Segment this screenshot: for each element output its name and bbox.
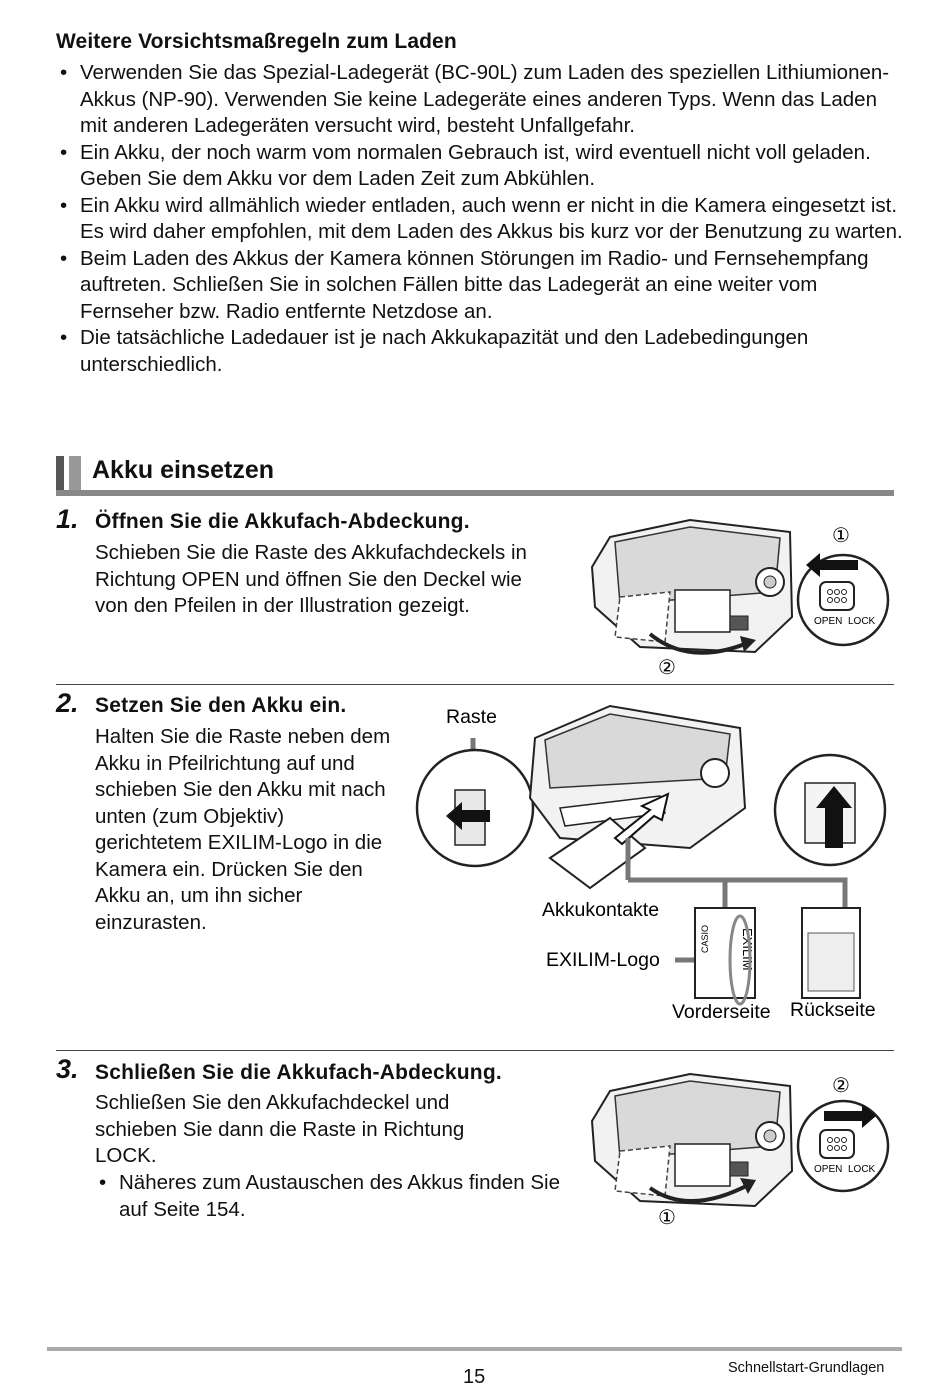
marker-2: ②	[832, 1075, 850, 1097]
section-rule	[56, 490, 894, 496]
step-1-number: 1.	[56, 504, 79, 534]
step-3-title: Schließen Sie die Akkufach-Abdeckung.	[95, 1061, 502, 1084]
lock-label: LOCK	[848, 616, 876, 627]
marker-1: ①	[658, 1207, 676, 1229]
label-latch: Raste	[446, 706, 497, 728]
section-bar-light	[69, 456, 81, 492]
label-front: Vorderseite	[672, 1001, 771, 1023]
list-item: • Ein Akku, der noch warm vom normalen Gebrauch ist, wird eventuell nicht voll geladen. Geben Sie dem Akku vor dem Laden Zeit zum Abkühlen.	[56, 140, 906, 193]
step-2-text: Halten Sie die Raste neben dem Akku in Pfeilrichtung auf und schieben Sie den Akku mit nach unten (zum Objektiv) gerichtetem EXILIM-Logo in die Kamera ein. Drücken Sie den Akku an, um ihn sicher einzurasten.	[95, 725, 391, 934]
step-3-note: • Näheres zum Austauschen des Akkus finden Sie auf Seite 154.	[99, 1171, 561, 1221]
label-back: Rückseite	[790, 999, 876, 1021]
step-3-illustration	[580, 1066, 900, 1236]
open-label: OPEN	[814, 616, 843, 627]
step-separator	[56, 1050, 894, 1051]
step-1-title: Öffnen Sie die Akkufach-Abdeckung.	[95, 510, 470, 533]
label-exilim-logo: EXILIM-Logo	[546, 949, 660, 971]
page-number: 15	[463, 1366, 486, 1388]
step-1-illustration	[580, 512, 900, 682]
step-3-note-text: Näheres zum Austauschen des Akkus finden Sie auf Seite 154.	[119, 1171, 561, 1221]
marker-1: ①	[832, 525, 850, 547]
open-label: OPEN	[814, 1164, 843, 1175]
list-item: • Beim Laden des Akkus der Kamera können Störungen im Radio- und Fernsehempfang auftreten. Schließen Sie in solchen Fällen bitte das Ladegerät an eine weiter vom Fernseher bzw. Radio entfernte Netzdose an.	[56, 246, 906, 326]
section-title: Akku einsetzen	[92, 456, 275, 484]
battery-logo: EXILIM	[740, 928, 755, 971]
footer-rule	[47, 1347, 902, 1351]
section-bar-dark	[56, 456, 64, 492]
step-2-title: Setzen Sie den Akku ein.	[95, 694, 347, 717]
footer-section-name: Schnellstart-Grundlagen	[728, 1360, 885, 1376]
step-separator	[56, 684, 894, 685]
battery-brand: CASIO	[700, 924, 710, 953]
marker-2: ②	[658, 657, 676, 679]
list-item: • Ein Akku wird allmählich wieder entladen, auch wenn er nicht in die Kamera eingesetzt ist. Es wird daher empfohlen, mit dem Laden des Akkus bis kurz vor der Benutzung zu warten.	[56, 193, 906, 246]
step-2-number: 2.	[56, 688, 79, 718]
list-item: • Die tatsächliche Ladedauer ist je nach Akkukapazität und den Ladebedingungen unterschiedlich.	[56, 325, 906, 378]
step-3-text: Schließen Sie den Akkufachdeckel und schieben Sie dann die Raste in Richtung LOCK.	[95, 1091, 465, 1167]
step-2-illustration	[410, 698, 895, 1028]
precautions-heading: Weitere Vorsichtsmaßregeln zum Laden	[56, 30, 457, 53]
precautions-list	[56, 60, 906, 378]
step-3-number: 3.	[56, 1054, 79, 1084]
list-item: • Verwenden Sie das Spezial-Ladegerät (BC-90L) zum Laden des speziellen Lithiumionen-Akkus (NP-90). Verwenden Sie keine Ladegeräte eines anderen Typs. Wenn das Laden mit anderen Ladegeräten versucht wird, besteht Unfallgefahr.	[56, 60, 906, 140]
lock-label: LOCK	[848, 1164, 876, 1175]
step-1-text: Schieben Sie die Raste des Akkufachdeckels in Richtung OPEN und öffnen Sie den Deckel wie von den Pfeilen in der Illustration gezeigt.	[95, 541, 527, 617]
label-contacts: Akkukontakte	[542, 899, 660, 921]
